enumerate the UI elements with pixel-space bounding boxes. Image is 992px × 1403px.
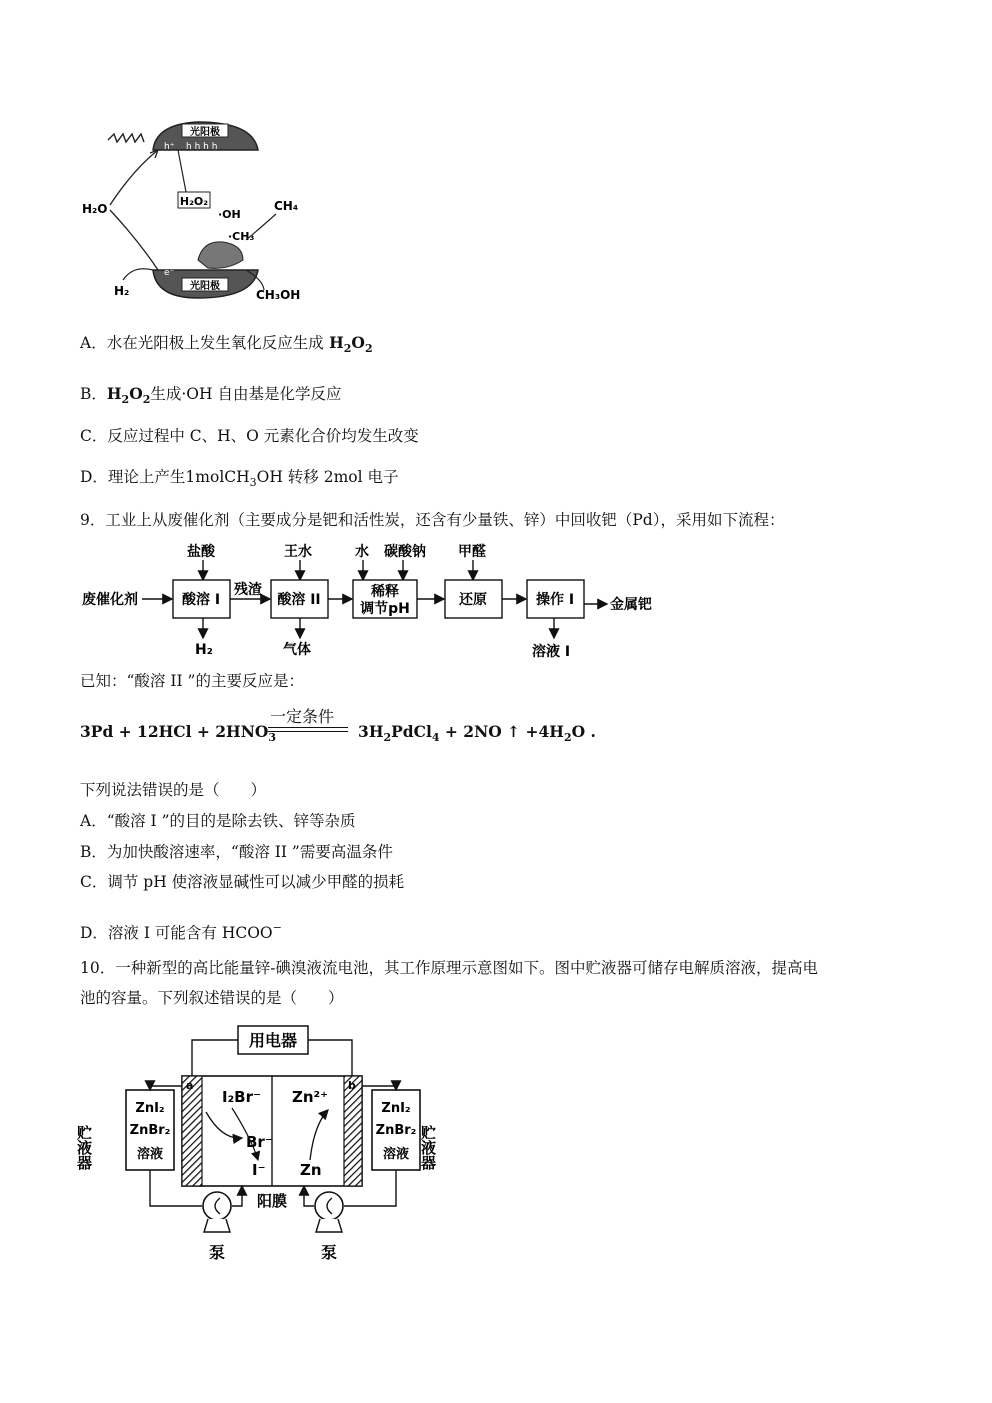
electrode-a-label: a bbox=[186, 1079, 194, 1092]
left-tank-label: 贮液器 bbox=[75, 1125, 93, 1170]
oh-label: ·OH bbox=[218, 208, 241, 221]
q8-option-a-text: A．水在光阳极上发生氧化反应生成 bbox=[80, 334, 324, 352]
left-tank-line2: ZnBr₂ bbox=[129, 1123, 171, 1138]
light-icon bbox=[108, 134, 144, 142]
right-pump-icon bbox=[315, 1192, 343, 1232]
flow-h2: H₂ bbox=[195, 642, 213, 658]
flow-water: 水 bbox=[355, 544, 369, 560]
q8-option-b-text: 生成·OH 自由基是化学反应 bbox=[150, 385, 342, 403]
q9-equation: $3Pd + 12HCl + 2HNO_3$ $3H_2PdCl_4 + 2NO$ ↑ $+4H_2O$ . bbox=[80, 722, 596, 744]
zn2-label: Zn²⁺ bbox=[292, 1088, 329, 1106]
left-pump-icon bbox=[203, 1192, 231, 1232]
flow-start: 废催化剂 bbox=[82, 592, 138, 608]
right-pump-label: 泵 bbox=[320, 1243, 338, 1262]
q8-option-a: A．水在光阳极上发生氧化反应生成 $H_2O_2$ bbox=[80, 333, 373, 355]
i2br-label: I₂Br⁻ bbox=[222, 1088, 261, 1106]
ch3-label: ·CH₃ bbox=[228, 230, 255, 243]
hole-label: h⁺ bbox=[164, 142, 175, 152]
left-pump-label: 泵 bbox=[208, 1243, 226, 1262]
membrane-label: 阳膜 bbox=[256, 1192, 288, 1210]
equation-left: 3Pd + 12HCl + 2HNO bbox=[80, 722, 269, 741]
top-photoanode-label: 光阳极 bbox=[190, 127, 220, 138]
q9-option-c: C．调节 pH 使溶液显碱性可以减少甲醛的损耗 bbox=[80, 873, 405, 891]
flow-aqua: 王水 bbox=[284, 544, 312, 560]
h2-label: H₂ bbox=[114, 284, 130, 298]
equation-condition: 一定条件 bbox=[270, 707, 335, 726]
br-label: Br⁻ bbox=[246, 1133, 273, 1151]
h2o-label: H₂O bbox=[82, 202, 108, 216]
q9-question: 下列说法错误的是（ ） bbox=[80, 781, 267, 799]
flow-residue: 残渣 bbox=[234, 582, 262, 598]
electrode-b-label: b bbox=[348, 1079, 356, 1092]
q9-known: 已知：“酸溶 II ”的主要反应是： bbox=[80, 672, 304, 690]
q10-stem-line2: 池的容量。下列叙述错误的是（ ） bbox=[80, 989, 344, 1007]
ch4-label: CH₄ bbox=[274, 199, 299, 213]
appliance-label: 用电器 bbox=[248, 1031, 298, 1050]
flow-gas: 气体 bbox=[283, 642, 311, 658]
flow-solution: 溶液 I bbox=[532, 644, 571, 660]
electrode-b bbox=[344, 1076, 362, 1186]
q8-option-d-text: D．理论上产生1molCH bbox=[80, 468, 250, 486]
flow-product: 金属钯 bbox=[610, 597, 652, 613]
q8-option-c: C．反应过程中 C、H、O 元素化合价均发生改变 bbox=[80, 427, 419, 445]
svg-text:h h h h: h h h h bbox=[186, 142, 218, 152]
q9-option-d-text: D．溶液 I 可能含有 HCOO bbox=[80, 924, 273, 942]
q9-stem: 9．工业上从废催化剂（主要成分是钯和活性炭，还含有少量铁、锌）中回收钯（Pd），采用如下流程： bbox=[80, 511, 785, 529]
equation-right: 3H bbox=[358, 722, 384, 741]
right-tank-line3: 溶液 bbox=[382, 1147, 410, 1162]
flow-box3-line1: 稀释 bbox=[371, 584, 399, 600]
flow-hcl: 盐酸 bbox=[187, 544, 215, 560]
electron-label: e⁻ bbox=[164, 268, 175, 278]
q8-option-b-letter: B． bbox=[80, 385, 107, 403]
flow-soda: 碳酸钠 bbox=[384, 544, 426, 560]
q9-option-a: A．“酸溶 I ”的目的是除去铁、锌等杂质 bbox=[80, 812, 356, 830]
flow-box4: 还原 bbox=[459, 592, 487, 608]
q9-option-d: D．溶液 I 可能含有 HCOO− bbox=[80, 921, 282, 942]
photoanode-diagram bbox=[78, 110, 328, 310]
q9-option-b: B．为加快酸溶速率，“酸溶 II ”需要高温条件 bbox=[80, 843, 393, 861]
iodide-label: I⁻ bbox=[252, 1161, 266, 1179]
bottom-photoanode-label: 光阳极 bbox=[190, 281, 220, 292]
right-tank-label: 贮液器 bbox=[419, 1125, 437, 1170]
q9-flowchart bbox=[80, 540, 680, 665]
q8-option-b: B．$H_2O_2$生成·OH 自由基是化学反应 bbox=[80, 384, 342, 406]
right-tank-line1: ZnI₂ bbox=[381, 1101, 411, 1116]
flow-box5: 操作 I bbox=[535, 592, 575, 608]
right-tank-line2: ZnBr₂ bbox=[375, 1123, 417, 1138]
flow-hcho: 甲醛 bbox=[458, 544, 486, 560]
flow-box3-line2: 调节pH bbox=[360, 601, 410, 617]
left-tank-line1: ZnI₂ bbox=[135, 1101, 165, 1116]
flow-box1: 酸溶 I bbox=[181, 592, 221, 608]
h2o2-label: H₂O₂ bbox=[179, 195, 209, 208]
left-tank-line3: 溶液 bbox=[136, 1147, 164, 1162]
flow-box2: 酸溶 II bbox=[277, 592, 321, 608]
q8-option-a-formula: H bbox=[329, 333, 344, 352]
q8-option-d: D．理论上产生1molCH$_3$OH 转移 2mol 电子 bbox=[80, 468, 399, 489]
q10-stem-line1: 10．一种新型的高比能量锌-碘溴液流电池，其工作原理示意图如下。图中贮液器可储存电解质溶液，提高电 bbox=[80, 959, 818, 977]
q8-option-d-rest: OH 转移 2mol 电子 bbox=[256, 468, 399, 486]
ch3oh-label: CH₃OH bbox=[256, 288, 301, 302]
zn-label: Zn bbox=[300, 1161, 322, 1179]
battery-diagram bbox=[75, 1020, 462, 1270]
electrode-a bbox=[182, 1076, 202, 1186]
